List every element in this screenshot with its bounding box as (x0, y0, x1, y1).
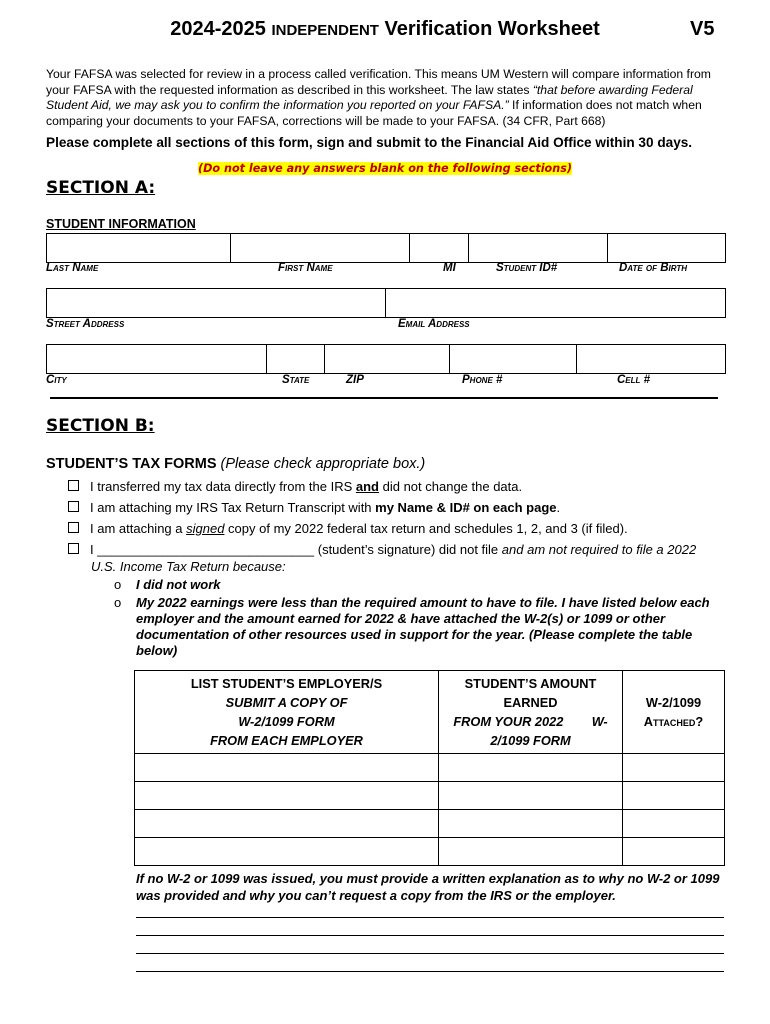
checkbox-signed-return[interactable] (68, 522, 79, 533)
state-field[interactable] (266, 345, 324, 373)
student-id-field[interactable] (468, 234, 607, 262)
tax-forms-heading: STUDENT’S TAX FORMS (Please check appropriate box.) (46, 456, 426, 472)
last-name-field[interactable] (47, 234, 230, 262)
phone-field[interactable] (449, 345, 576, 373)
first-name-label: First Name (278, 262, 333, 274)
cell-label: Cell # (617, 374, 651, 386)
table-row (135, 838, 725, 866)
explanation-line[interactable] (136, 917, 724, 918)
zip-field[interactable] (324, 345, 449, 373)
street-address-label: Street Address (46, 318, 125, 330)
section-b-title: SECTION B: (46, 416, 155, 436)
section-a-title: SECTION A: (46, 178, 156, 198)
attached-cell[interactable] (623, 782, 725, 810)
intro-paragraph: Your FAFSA was selected for review in a process called verification. This means UM Western will compare information from your FAFSA with the requested information as described in this worksheet. The law states “that before awarding Federal Student Aid, we may ask you to confirm the information you reported on your FAFSA.” If information does not match when comparing your documents to your FAFSA, corrections will be made to your FAFSA. (34 CFR, Part 668) (46, 67, 711, 128)
checkbox-not-required[interactable] (68, 543, 79, 554)
zip-label: ZIP (346, 374, 364, 386)
table-row (135, 782, 725, 810)
radio-circle-icon: o (114, 595, 122, 610)
checkbox-irs-transfer[interactable] (68, 480, 79, 491)
explanation-line[interactable] (136, 953, 724, 954)
amount-cell[interactable] (439, 810, 623, 838)
student-id-label: Student ID# (496, 262, 558, 274)
bullet-earnings-below[interactable]: o My 2022 earnings were less than the required amount to have to file. I have listed below each employer and the amount earned for 2022 & have attached the W-2(s) or 1099 or other documentation of other resources used in support for the year. (Please complete the table below) (114, 595, 710, 658)
attached-cell[interactable] (623, 754, 725, 782)
blank-answers-note: (Do not leave any answers blank on the following sections) (198, 162, 572, 175)
written-explanation-note: If no W-2 or 1099 was issued, you must provide a written explanation as to why no W-2 or 1099 was provided and why you can’t request a copy from the IRS or the employer. (136, 871, 720, 903)
last-name-label: Last Name (46, 262, 99, 274)
attached-cell[interactable] (623, 810, 725, 838)
dob-field[interactable] (607, 234, 725, 262)
city-label: City (46, 374, 67, 386)
bullet-did-not-work[interactable]: o I did not work (114, 577, 221, 592)
attached-cell[interactable] (623, 838, 725, 866)
explanation-line[interactable] (136, 935, 724, 936)
cell-field[interactable] (576, 345, 725, 373)
employer-cell[interactable] (135, 754, 439, 782)
street-address-field[interactable] (47, 289, 385, 317)
city-field[interactable] (47, 345, 266, 373)
employer-cell[interactable] (135, 810, 439, 838)
option-signed-return: I am attaching a signed copy of my 2022 federal tax return and schedules 1, 2, and 3 (if filed). (68, 521, 628, 536)
table-row (135, 810, 725, 838)
name-row (46, 233, 726, 263)
city-row (46, 344, 726, 374)
amount-column-header: STUDENT’S AMOUNT EARNED FROM YOUR 2022 W- 2/1099 FORM (439, 671, 623, 754)
page-title: 2024-2025 INDEPENDENT Verification Worksheet (170, 18, 600, 40)
option-not-required-continued: U.S. Income Tax Return because: (91, 559, 286, 574)
employer-cell[interactable] (135, 782, 439, 810)
version-label: V5 (690, 18, 715, 40)
radio-circle-icon: o (114, 577, 122, 592)
state-label: State (282, 374, 310, 386)
table-row (135, 754, 725, 782)
employer-cell[interactable] (135, 838, 439, 866)
mi-field[interactable] (409, 234, 468, 262)
option-tax-transcript: I am attaching my IRS Tax Return Transcript with my Name & ID# on each page. (68, 500, 560, 515)
employer-column-header: LIST STUDENT’S EMPLOYER/S SUBMIT A COPY OF W-2/1099 FORM FROM EACH EMPLOYER (135, 671, 439, 754)
dob-label: Date of Birth (619, 262, 688, 274)
option-not-required: I ______________________________ (student’s signature) did not file and am not required to file a 2022 (68, 542, 730, 557)
employer-table (134, 670, 725, 866)
first-name-field[interactable] (230, 234, 409, 262)
email-address-label: Email Address (398, 318, 470, 330)
email-address-field[interactable] (385, 289, 725, 317)
amount-cell[interactable] (439, 838, 623, 866)
student-info-heading: STUDENT INFORMATION (46, 217, 196, 231)
amount-cell[interactable] (439, 782, 623, 810)
section-divider (50, 397, 718, 399)
phone-label: Phone # (462, 374, 503, 386)
option-irs-transfer: I transferred my tax data directly from the IRS and did not change the data. (68, 479, 522, 494)
instructions: Please complete all sections of this form, sign and submit to the Financial Aid Office within 30 days. (46, 135, 693, 150)
checkbox-tax-transcript[interactable] (68, 501, 79, 512)
amount-cell[interactable] (439, 754, 623, 782)
mi-label: MI (443, 262, 456, 274)
address-row (46, 288, 726, 318)
attached-column-header: W-2/1099 Attached? (623, 671, 725, 754)
explanation-line[interactable] (136, 971, 724, 972)
